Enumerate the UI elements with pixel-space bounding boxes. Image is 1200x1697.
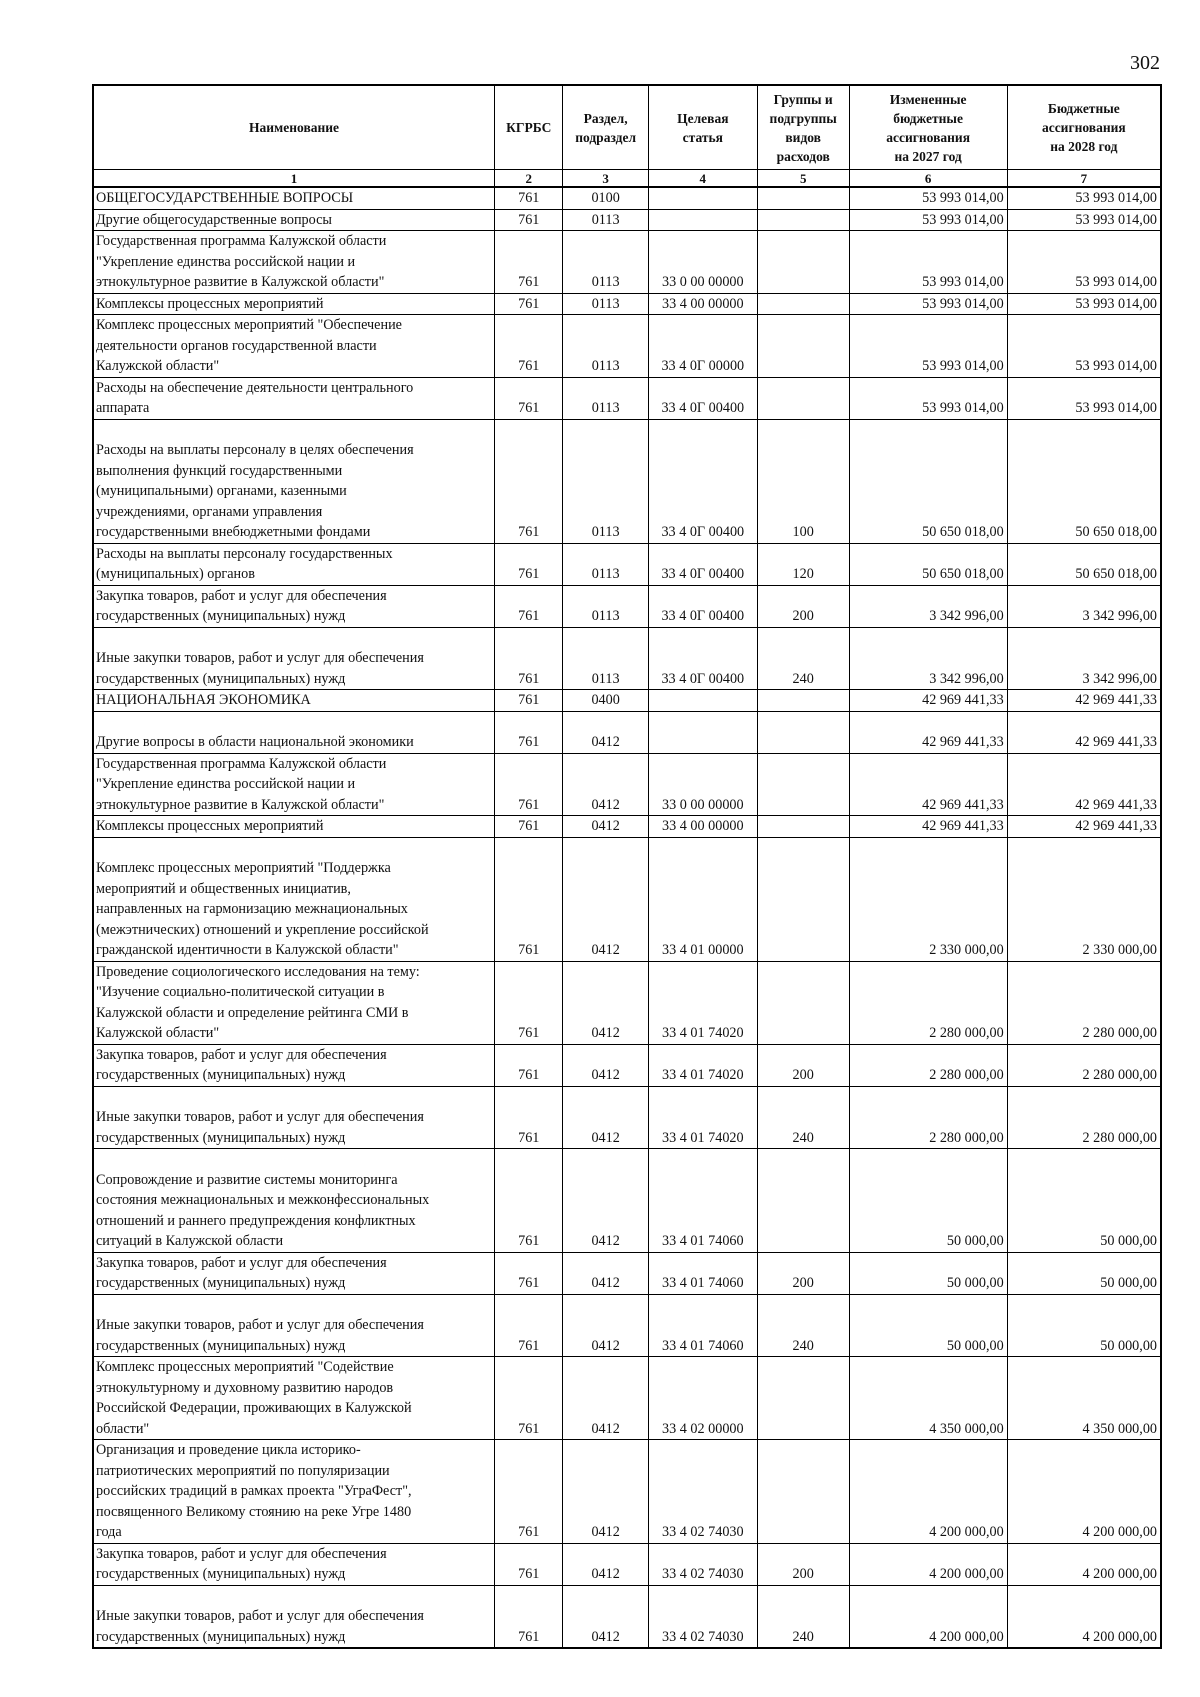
- cell-group: [757, 711, 849, 753]
- cell-target: 33 4 0Г 00400: [648, 543, 757, 585]
- cell-amount-2028: 4 200 000,00: [1007, 1440, 1161, 1544]
- cell-target: 33 4 01 74020: [648, 961, 757, 1044]
- cell-amount-2027: 3 342 996,00: [849, 627, 1007, 690]
- cell-name: Комплекс процессных мероприятий "Поддержка мероприятий и общественных инициатив, направленных на гармонизацию межнациональных (межэтнических) отношений и укрепление российской гражданской идентичности в Калужской области": [93, 837, 495, 961]
- cell-amount-2027: 53 993 014,00: [849, 293, 1007, 315]
- cell-section: 0113: [563, 585, 648, 627]
- cell-kgrbs: 761: [495, 837, 563, 961]
- table-row: [93, 1543, 1161, 1585]
- cell-section: 0400: [563, 690, 648, 712]
- cell-amount-2028: 50 000,00: [1007, 1294, 1161, 1357]
- column-number: 4: [648, 170, 757, 188]
- cell-amount-2027: 2 280 000,00: [849, 1044, 1007, 1086]
- cell-kgrbs: 761: [495, 231, 563, 294]
- cell-name: Проведение социологического исследования на тему: "Изучение социально-политической ситуации в Калужской области и определение рейтинга СМИ в Калужской области": [93, 961, 495, 1044]
- cell-group: 120: [757, 543, 849, 585]
- cell-group: 240: [757, 627, 849, 690]
- cell-amount-2028: 50 000,00: [1007, 1149, 1161, 1253]
- cell-target: 33 4 0Г 00400: [648, 377, 757, 419]
- table-row: [93, 961, 1161, 1044]
- cell-target: 33 4 02 00000: [648, 1357, 757, 1440]
- cell-amount-2027: 50 650 018,00: [849, 543, 1007, 585]
- cell-amount-2027: 53 993 014,00: [849, 231, 1007, 294]
- cell-name: Иные закупки товаров, работ и услуг для обеспечения государственных (муниципальных) нужд: [93, 1086, 495, 1149]
- cell-amount-2027: 53 993 014,00: [849, 377, 1007, 419]
- cell-group: [757, 187, 849, 209]
- cell-section: 0412: [563, 1149, 648, 1253]
- cell-amount-2028: 53 993 014,00: [1007, 315, 1161, 378]
- cell-name: НАЦИОНАЛЬНАЯ ЭКОНОМИКА: [93, 690, 495, 712]
- table-row: [93, 711, 1161, 753]
- cell-section: 0412: [563, 1440, 648, 1544]
- cell-group: [757, 837, 849, 961]
- cell-kgrbs: 761: [495, 711, 563, 753]
- table-row: [93, 627, 1161, 690]
- cell-kgrbs: 761: [495, 419, 563, 543]
- table-row: [93, 315, 1161, 378]
- cell-kgrbs: 761: [495, 585, 563, 627]
- cell-kgrbs: 761: [495, 1440, 563, 1544]
- cell-section: 0412: [563, 753, 648, 816]
- table-row: [93, 837, 1161, 961]
- cell-section: 0113: [563, 627, 648, 690]
- cell-target: 33 4 02 74030: [648, 1440, 757, 1544]
- cell-name: Организация и проведение цикла историко- патриотических мероприятий по популяризации российских традиций в рамках проекта "УграФест", посвященного Великому стоянию на реке Угре 1480 года: [93, 1440, 495, 1544]
- cell-amount-2027: 50 000,00: [849, 1149, 1007, 1253]
- cell-name: Государственная программа Калужской области "Укрепление единства российской нации и этнокультурное развитие в Калужской области": [93, 753, 495, 816]
- cell-amount-2028: 42 969 441,33: [1007, 753, 1161, 816]
- cell-section: 0113: [563, 419, 648, 543]
- cell-target: 33 4 00 00000: [648, 816, 757, 838]
- table-row: [93, 816, 1161, 838]
- cell-name: Государственная программа Калужской области "Укрепление единства российской нации и этнокультурное развитие в Калужской области": [93, 231, 495, 294]
- cell-section: 0113: [563, 315, 648, 378]
- cell-amount-2027: 50 000,00: [849, 1252, 1007, 1294]
- cell-group: [757, 690, 849, 712]
- cell-group: 240: [757, 1294, 849, 1357]
- cell-amount-2027: 53 993 014,00: [849, 209, 1007, 231]
- cell-amount-2027: 2 330 000,00: [849, 837, 1007, 961]
- cell-amount-2028: 42 969 441,33: [1007, 711, 1161, 753]
- cell-section: 0113: [563, 231, 648, 294]
- cell-kgrbs: 761: [495, 690, 563, 712]
- table-row: [93, 585, 1161, 627]
- table-body: [93, 187, 1161, 1648]
- cell-kgrbs: 761: [495, 1294, 563, 1357]
- cell-amount-2027: 4 200 000,00: [849, 1543, 1007, 1585]
- cell-amount-2027: 4 350 000,00: [849, 1357, 1007, 1440]
- cell-kgrbs: 761: [495, 816, 563, 838]
- cell-group: 200: [757, 1044, 849, 1086]
- cell-target: [648, 209, 757, 231]
- cell-target: 33 4 01 74060: [648, 1149, 757, 1253]
- cell-amount-2028: 50 000,00: [1007, 1252, 1161, 1294]
- cell-amount-2028: 53 993 014,00: [1007, 187, 1161, 209]
- cell-section: 0412: [563, 816, 648, 838]
- cell-name: Комплекс процессных мероприятий "Обеспечение деятельности органов государственной власти Калужской области": [93, 315, 495, 378]
- table-row: [93, 209, 1161, 231]
- cell-amount-2027: 42 969 441,33: [849, 711, 1007, 753]
- cell-target: 33 0 00 00000: [648, 753, 757, 816]
- table-row: [93, 1440, 1161, 1544]
- cell-amount-2028: 53 993 014,00: [1007, 209, 1161, 231]
- cell-section: 0113: [563, 377, 648, 419]
- cell-amount-2028: 2 280 000,00: [1007, 1086, 1161, 1149]
- cell-kgrbs: 761: [495, 315, 563, 378]
- cell-amount-2028: 4 200 000,00: [1007, 1543, 1161, 1585]
- cell-name: Расходы на выплаты персоналу государственных (муниципальных) органов: [93, 543, 495, 585]
- cell-amount-2027: 50 650 018,00: [849, 419, 1007, 543]
- cell-kgrbs: 761: [495, 1357, 563, 1440]
- cell-section: 0412: [563, 837, 648, 961]
- cell-group: [757, 315, 849, 378]
- table-row: [93, 1086, 1161, 1149]
- cell-amount-2028: 2 280 000,00: [1007, 961, 1161, 1044]
- column-number: 5: [757, 170, 849, 188]
- cell-kgrbs: 761: [495, 1543, 563, 1585]
- cell-section: 0113: [563, 543, 648, 585]
- column-number: 2: [495, 170, 563, 188]
- table-row: [93, 1585, 1161, 1648]
- cell-group: [757, 1149, 849, 1253]
- header-name: Наименование: [93, 85, 495, 170]
- cell-target: 33 4 01 74060: [648, 1294, 757, 1357]
- cell-name: Комплекс процессных мероприятий "Содействие этнокультурному и духовному развитию народов Российской Федерации, проживающих в Калужской области": [93, 1357, 495, 1440]
- header-section: Раздел, подраздел: [563, 85, 648, 170]
- cell-name: Комплексы процессных мероприятий: [93, 293, 495, 315]
- table-row: [93, 1044, 1161, 1086]
- cell-amount-2027: 4 200 000,00: [849, 1440, 1007, 1544]
- header-target: Целевая статья: [648, 85, 757, 170]
- cell-amount-2028: 4 350 000,00: [1007, 1357, 1161, 1440]
- cell-target: 33 4 0Г 00400: [648, 419, 757, 543]
- budget-table: [92, 84, 1162, 1649]
- cell-group: 200: [757, 585, 849, 627]
- table-row: [93, 543, 1161, 585]
- cell-group: [757, 293, 849, 315]
- table-row: [93, 753, 1161, 816]
- cell-name: Расходы на обеспечение деятельности центрального аппарата: [93, 377, 495, 419]
- cell-name: Другие общегосударственные вопросы: [93, 209, 495, 231]
- cell-amount-2027: 50 000,00: [849, 1294, 1007, 1357]
- cell-amount-2028: 2 330 000,00: [1007, 837, 1161, 961]
- cell-target: [648, 711, 757, 753]
- cell-name: Иные закупки товаров, работ и услуг для обеспечения государственных (муниципальных) нужд: [93, 1294, 495, 1357]
- cell-section: 0412: [563, 711, 648, 753]
- table-row: [93, 1149, 1161, 1253]
- table-row: [93, 187, 1161, 209]
- cell-amount-2028: 53 993 014,00: [1007, 293, 1161, 315]
- cell-group: 200: [757, 1543, 849, 1585]
- cell-group: [757, 231, 849, 294]
- cell-target: 33 4 02 74030: [648, 1543, 757, 1585]
- cell-amount-2028: 50 650 018,00: [1007, 543, 1161, 585]
- cell-amount-2027: 42 969 441,33: [849, 753, 1007, 816]
- cell-kgrbs: 761: [495, 1149, 563, 1253]
- cell-kgrbs: 761: [495, 1044, 563, 1086]
- cell-section: 0113: [563, 293, 648, 315]
- cell-section: 0412: [563, 961, 648, 1044]
- cell-target: 33 4 0Г 00400: [648, 585, 757, 627]
- cell-amount-2028: 53 993 014,00: [1007, 231, 1161, 294]
- cell-kgrbs: 761: [495, 1585, 563, 1648]
- cell-amount-2028: 2 280 000,00: [1007, 1044, 1161, 1086]
- cell-amount-2028: 42 969 441,33: [1007, 816, 1161, 838]
- cell-kgrbs: 761: [495, 1086, 563, 1149]
- cell-amount-2028: 42 969 441,33: [1007, 690, 1161, 712]
- cell-kgrbs: 761: [495, 961, 563, 1044]
- cell-amount-2027: 53 993 014,00: [849, 315, 1007, 378]
- cell-amount-2027: 3 342 996,00: [849, 585, 1007, 627]
- cell-section: 0412: [563, 1252, 648, 1294]
- cell-name: Закупка товаров, работ и услуг для обеспечения государственных (муниципальных) нужд: [93, 1044, 495, 1086]
- cell-amount-2028: 4 200 000,00: [1007, 1585, 1161, 1648]
- column-number: 3: [563, 170, 648, 188]
- cell-section: 0412: [563, 1543, 648, 1585]
- cell-amount-2027: 4 200 000,00: [849, 1585, 1007, 1648]
- cell-group: [757, 1357, 849, 1440]
- cell-amount-2027: 2 280 000,00: [849, 1086, 1007, 1149]
- cell-group: [757, 961, 849, 1044]
- cell-kgrbs: 761: [495, 1252, 563, 1294]
- cell-section: 0412: [563, 1357, 648, 1440]
- cell-group: [757, 1440, 849, 1544]
- cell-name: Закупка товаров, работ и услуг для обеспечения государственных (муниципальных) нужд: [93, 1543, 495, 1585]
- cell-name: Закупка товаров, работ и услуг для обеспечения государственных (муниципальных) нужд: [93, 1252, 495, 1294]
- table-row: [93, 377, 1161, 419]
- cell-kgrbs: 761: [495, 293, 563, 315]
- cell-kgrbs: 761: [495, 753, 563, 816]
- cell-name: Сопровождение и развитие системы мониторинга состояния межнациональных и межконфессиональных отношений и раннего предупреждения конфликтных ситуаций в Калужской области: [93, 1149, 495, 1253]
- cell-section: 0412: [563, 1086, 648, 1149]
- cell-kgrbs: 761: [495, 209, 563, 231]
- cell-target: [648, 690, 757, 712]
- cell-section: 0412: [563, 1044, 648, 1086]
- cell-name: Иные закупки товаров, работ и услуг для обеспечения государственных (муниципальных) нужд: [93, 627, 495, 690]
- header-row: [93, 85, 1161, 170]
- column-number-row: [93, 170, 1161, 188]
- cell-group: 100: [757, 419, 849, 543]
- table-row: [93, 1252, 1161, 1294]
- cell-name: ОБЩЕГОСУДАРСТВЕННЫЕ ВОПРОСЫ: [93, 187, 495, 209]
- cell-name: Иные закупки товаров, работ и услуг для обеспечения государственных (муниципальных) нужд: [93, 1585, 495, 1648]
- cell-amount-2028: 3 342 996,00: [1007, 585, 1161, 627]
- cell-amount-2027: 42 969 441,33: [849, 690, 1007, 712]
- column-number: 7: [1007, 170, 1161, 188]
- cell-target: 33 0 00 00000: [648, 231, 757, 294]
- header-kgrbs: КГРБС: [495, 85, 563, 170]
- table-row: [93, 231, 1161, 294]
- table-row: [93, 293, 1161, 315]
- cell-target: 33 4 01 74020: [648, 1086, 757, 1149]
- cell-amount-2028: 53 993 014,00: [1007, 377, 1161, 419]
- cell-target: 33 4 0Г 00000: [648, 315, 757, 378]
- cell-section: 0100: [563, 187, 648, 209]
- cell-amount-2027: 42 969 441,33: [849, 816, 1007, 838]
- cell-target: 33 4 01 00000: [648, 837, 757, 961]
- cell-section: 0412: [563, 1294, 648, 1357]
- cell-name: Другие вопросы в области национальной экономики: [93, 711, 495, 753]
- table-row: [93, 1357, 1161, 1440]
- column-number: 1: [93, 170, 495, 188]
- cell-name: Комплексы процессных мероприятий: [93, 816, 495, 838]
- cell-name: Закупка товаров, работ и услуг для обеспечения государственных (муниципальных) нужд: [93, 585, 495, 627]
- cell-group: 200: [757, 1252, 849, 1294]
- table-row: [93, 690, 1161, 712]
- header-groups: Группы и подгруппы видов расходов: [757, 85, 849, 170]
- table-row: [93, 419, 1161, 543]
- cell-kgrbs: 761: [495, 627, 563, 690]
- cell-amount-2027: 2 280 000,00: [849, 961, 1007, 1044]
- cell-group: 240: [757, 1585, 849, 1648]
- cell-amount-2028: 3 342 996,00: [1007, 627, 1161, 690]
- cell-target: 33 4 02 74030: [648, 1585, 757, 1648]
- header-changed-2027: Измененные бюджетные ассигнования на 2027 год: [849, 85, 1007, 170]
- cell-amount-2027: 53 993 014,00: [849, 187, 1007, 209]
- cell-kgrbs: 761: [495, 377, 563, 419]
- cell-group: [757, 816, 849, 838]
- cell-name: Расходы на выплаты персоналу в целях обеспечения выполнения функций государственными (муниципальными) органами, казенными учреждениями, органами управления государственными внебюджетными фондами: [93, 419, 495, 543]
- header-budget-2028: Бюджетные ассигнования на 2028 год: [1007, 85, 1161, 170]
- page-number: 302: [1130, 52, 1160, 74]
- cell-section: 0113: [563, 209, 648, 231]
- cell-group: [757, 209, 849, 231]
- cell-group: [757, 377, 849, 419]
- cell-section: 0412: [563, 1585, 648, 1648]
- cell-target: 33 4 0Г 00400: [648, 627, 757, 690]
- column-number: 6: [849, 170, 1007, 188]
- cell-target: [648, 187, 757, 209]
- table-row: [93, 1294, 1161, 1357]
- cell-target: 33 4 01 74060: [648, 1252, 757, 1294]
- cell-group: [757, 753, 849, 816]
- cell-group: 240: [757, 1086, 849, 1149]
- cell-amount-2028: 50 650 018,00: [1007, 419, 1161, 543]
- cell-target: 33 4 01 74020: [648, 1044, 757, 1086]
- cell-kgrbs: 761: [495, 543, 563, 585]
- cell-kgrbs: 761: [495, 187, 563, 209]
- cell-target: 33 4 00 00000: [648, 293, 757, 315]
